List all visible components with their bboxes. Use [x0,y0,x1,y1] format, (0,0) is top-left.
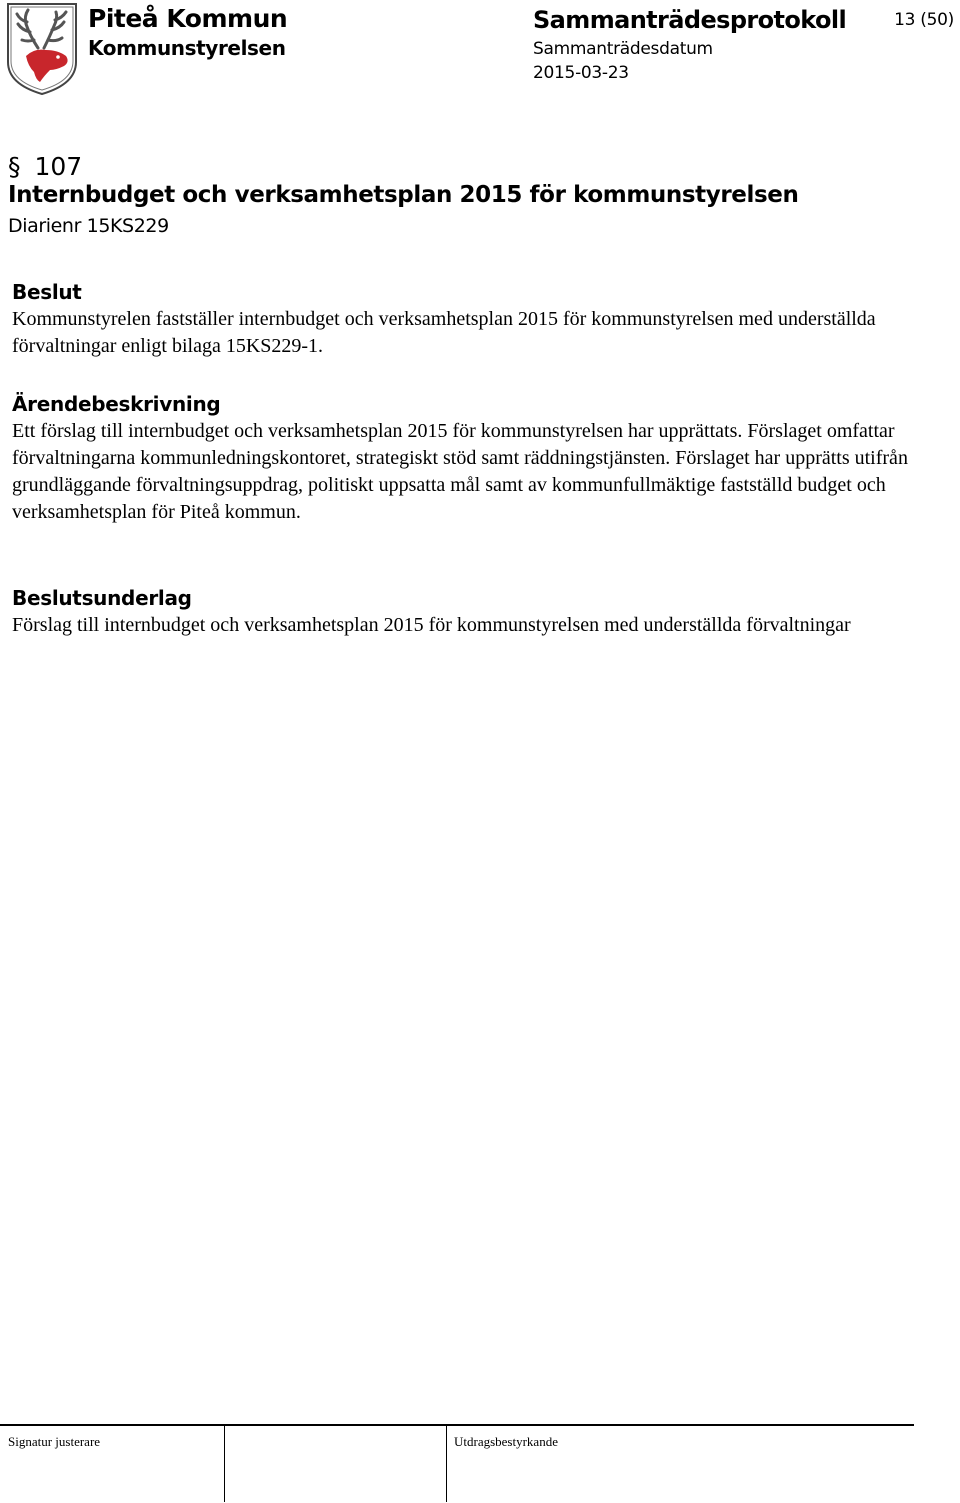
item-title: Internbudget och verksamhetsplan 2015 för kommunstyrelsen [8,182,799,208]
signature-label: Signatur justerare [8,1434,101,1449]
decision-heading: Beslut [12,280,82,304]
meeting-date-label: Sammanträdesdatum [533,39,713,59]
case-description-section [12,390,912,526]
section-symbol: § [8,152,21,181]
document-type: Sammanträdesprotokoll [533,6,847,34]
meeting-date-value: 2015-03-23 [533,63,629,83]
paragraph-number: 107 [34,152,83,181]
reindeer-crest-icon [4,0,80,96]
diary-number: Diarienr 15KS229 [8,215,169,237]
paragraph-number-row [8,152,82,181]
decision-basis-section [12,584,912,639]
case-description-text: Ett förslag till internbudget och verksamhetsplan 2015 för kommunstyrelsen har upprättats. Förslaget omfattar förvaltningarna kommunledningskontoret, strategiskt stöd samt räddningstjänsten. Förslaget har upprätts utifrån grundläggande förvaltningsuppdrag, politiskt uppsatta mål samt av kommunfullmäktige fastställd budget och verksamhetsplan för Piteå kommun. [12,420,908,523]
org-name: Piteå Kommun [88,4,288,33]
org-unit: Kommunstyrelsen [88,36,286,60]
page-number: 13 (50) [894,10,954,30]
decision-section [12,278,912,360]
footer-divider [224,1426,225,1502]
case-description-heading: Ärendebeskrivning [12,392,221,416]
extract-cell [446,1426,914,1502]
signature-cell [0,1426,224,1502]
extract-certification-label: Utdragsbestyrkande [454,1434,558,1449]
decision-basis-heading: Beslutsunderlag [12,586,192,610]
decision-text: Kommunstyrelen fastställer internbudget och verksamhetsplan 2015 för kommunstyrelsen med underställda förvaltningar enligt bilaga 15KS229-1. [12,308,876,357]
decision-basis-text: Förslag till internbudget och verksamhetsplan 2015 för kommunstyrelsen med underställda förvaltningar [12,614,851,636]
signature-footer [0,1424,914,1502]
piteå-crest-logo [4,0,80,96]
